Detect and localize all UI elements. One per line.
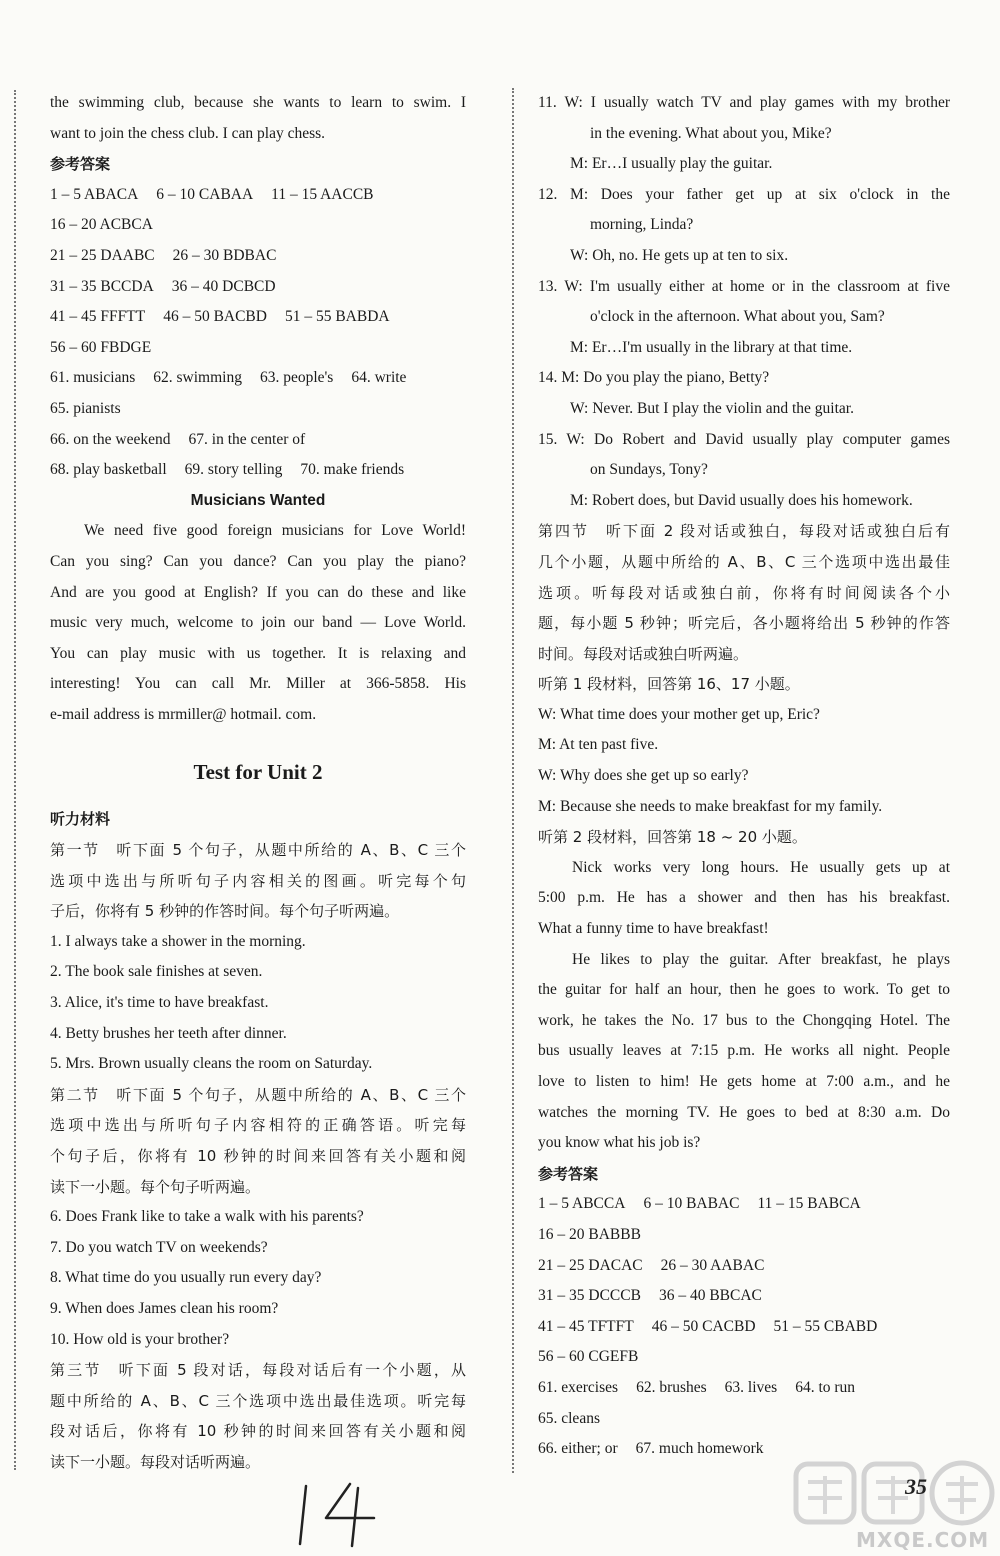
answer-group: 26 – 30 AABAC	[660, 1256, 765, 1274]
answer-group: 11 – 15 AACCB	[271, 185, 374, 203]
answer-group: 67. in the center of	[188, 430, 306, 448]
text-line: 子后，你将有 5 秒钟的作答时间。每个句子听两遍。	[50, 902, 400, 921]
answer-row	[50, 455, 466, 486]
answer-row	[50, 363, 466, 394]
list-item: 9. When does James clean his room?	[50, 1299, 279, 1317]
text-line: 题，每小题 5 秒钟；听完后，各小题将给出 5 秒钟的作答	[538, 614, 950, 633]
answer-group: 70. make friends	[300, 461, 405, 479]
answer-group: 69. story telling	[184, 461, 283, 479]
page-number: 35	[905, 1474, 927, 1499]
text-line: 时间。每段对话或独白听两遍。	[538, 644, 749, 663]
answer-group: 64. to run	[795, 1378, 856, 1396]
answer-row	[538, 1220, 950, 1251]
answer-group: 16 – 20 ACBCA	[50, 216, 153, 234]
answer-row	[538, 1312, 950, 1343]
dialogue-line: W: What time does your mother get up, Eric?	[538, 705, 820, 723]
list-item: 4. Betty brushes her teeth after dinner.	[50, 1024, 287, 1042]
answer-group: 21 – 25 DAABC	[50, 246, 155, 264]
answer-row	[50, 302, 466, 333]
answer-row	[538, 1189, 950, 1220]
answer-group: 67. much homework	[635, 1440, 764, 1458]
listening-heading: 听力材料	[50, 810, 111, 829]
list-item: 1. I always take a shower in the morning.	[50, 932, 306, 950]
answer-row	[538, 1404, 950, 1435]
answer-group: 6 – 10 CABAA	[156, 185, 254, 203]
dialogue-line: morning, Linda?	[590, 216, 694, 234]
answer-group: 6 – 10 BABAC	[643, 1195, 740, 1213]
text-line: 读下一小题。每段对话听两遍。	[50, 1452, 261, 1471]
answer-group: 31 – 35 BCCDA	[50, 277, 154, 295]
dialogue-line: M: Because she needs to make breakfast for my family.	[538, 797, 883, 815]
text-line: 选项。听每段对话或独白前，你将有时间阅读各个小	[538, 583, 950, 602]
dialogue-line: W: Why does she get up so early?	[538, 767, 749, 785]
answer-group: 61. exercises	[538, 1378, 619, 1396]
answer-group: 61. musicians	[50, 369, 136, 387]
section-2-instructions	[50, 1080, 466, 1202]
answer-group: 66. either; or	[538, 1440, 618, 1458]
part-2-heading: 听第 2 段材料，回答第 18 ~ 20 小题。	[538, 828, 807, 847]
text-line: Can you sing? Can you dance? Can you play the piano?	[50, 552, 466, 570]
list-item: 3. Alice, it's time to have breakfast.	[50, 994, 269, 1012]
text-line: 选项中选出与所听句子内容相关的图画。听完每个句	[50, 871, 466, 890]
text-line: love to listen to him! He gets home at 7:00 a.m., and he	[538, 1073, 950, 1090]
text-line: 几个小题，从题中所给的 A、B、C 三个选项中选出最佳	[538, 552, 950, 571]
text-line: 5:00 p.m. He has a shower and then has his breakfast.	[538, 889, 950, 907]
answer-group: 63. people's	[259, 369, 334, 387]
dialogue-line: o'clock in the afternoon. What about you, Sam?	[590, 308, 885, 326]
answer-group: 65. cleans	[538, 1409, 600, 1427]
ad-title: Musicians Wanted	[190, 491, 326, 509]
text-line: music very much, welcome to join our band — Love World.	[50, 614, 466, 632]
list-item: 7. Do you watch TV on weekends?	[50, 1238, 268, 1256]
answer-group: 11 – 15 BABCA	[757, 1195, 861, 1213]
part-1-dialogue	[538, 700, 950, 822]
answer-group: 68. play basketball	[50, 461, 167, 479]
text-line: you know what his job is?	[538, 1134, 701, 1152]
answer-row	[50, 394, 466, 425]
text-line: the swimming club, because she wants to learn to swim. I	[50, 94, 466, 111]
answer-group: 36 – 40 DCBCD	[171, 277, 276, 295]
answer-row	[538, 1342, 950, 1373]
dialogue-line: on Sundays, Tony?	[590, 461, 708, 479]
text-line: Nick works very long hours. He usually gets up at	[572, 858, 950, 876]
watermark-text: MXQE.COM	[856, 1528, 990, 1552]
answer-row	[538, 1281, 950, 1312]
text-line: 读下一小题。每个句子听两遍。	[50, 1177, 261, 1196]
dialogue-line: W: Oh, no. He gets up at ten to six.	[570, 246, 789, 264]
text-line: 第一节 听下面 5 个句子，从题中所给的 A、B、C 三个	[50, 841, 466, 860]
text-line: want to join the chess club. I can play chess.	[50, 124, 326, 142]
section-3-instructions	[50, 1355, 466, 1477]
text-line: 个句子后，你将有 10 秒钟的时间来回答有关小题和阅	[50, 1147, 466, 1165]
section-1-instructions	[50, 835, 466, 927]
section-1-items	[50, 927, 466, 1080]
dialogue-line: 14. M: Do you play the piano, Betty?	[538, 369, 770, 387]
answer-group: 51 – 55 CBABD	[773, 1317, 878, 1335]
text-line: 第三节 听下面 5 段对话，每段对话后有一个小题，从	[50, 1361, 466, 1380]
dialogue-line: M: At ten past five.	[538, 736, 659, 754]
answer-group: 41 – 45 FFFTT	[50, 308, 146, 326]
text-line: He likes to play the guitar. After breakfast, he plays	[572, 950, 950, 968]
dialogue-line: 11. W: I usually watch TV and play games with my brother	[538, 94, 950, 111]
answer-row	[50, 333, 466, 364]
answer-group: 46 – 50 CACBD	[651, 1317, 756, 1335]
part-1-heading: 听第 1 段材料，回答第 16、17 小题。	[538, 675, 800, 694]
answer-row	[50, 241, 466, 272]
section-2-items	[50, 1202, 466, 1355]
answer-group: 41 – 45 TFTFT	[538, 1317, 634, 1335]
dialogue-line: 13. W: I'm usually either at home or in the classroom at five	[538, 277, 950, 295]
answer-row	[538, 1251, 950, 1282]
answers-heading: 参考答案	[538, 1164, 599, 1183]
left-column	[50, 88, 466, 1478]
text-line: 第二节 听下面 5 个句子，从题中所给的 A、B、C 三个	[50, 1085, 466, 1104]
list-item: 8. What time do you usually run every day?	[50, 1269, 322, 1287]
answer-row	[50, 425, 466, 456]
answer-row	[50, 210, 466, 241]
answer-group: 16 – 20 BABBB	[538, 1225, 641, 1243]
answer-group: 46 – 50 BACBD	[163, 308, 267, 326]
dialogue-line: M: Er…I'm usually in the library at that time.	[570, 338, 853, 356]
ad-paragraph	[50, 516, 466, 730]
list-item: 5. Mrs. Brown usually cleans the room on Saturday.	[50, 1055, 373, 1073]
binding-dotted-line	[14, 90, 16, 1470]
text-line: You can play music with us together. It is relaxing and	[50, 644, 466, 662]
list-item: 10. How old is your brother?	[50, 1330, 230, 1348]
list-item: 2. The book sale finishes at seven.	[50, 963, 263, 981]
answer-group: 56 – 60 FBDGE	[50, 338, 152, 356]
dialogue-line: M: Er…I usually play the guitar.	[570, 155, 773, 173]
answer-group: 51 – 55 BABDA	[284, 308, 390, 326]
text-line: the guitar for half an hour, then he goes to work. To get to	[538, 981, 950, 999]
part-2-monologue	[538, 853, 950, 1159]
answers-heading: 参考答案	[50, 155, 111, 174]
answer-group: 31 – 35 DCCCB	[538, 1287, 641, 1305]
dialogue-line: M: Robert does, but David usually does his homework.	[570, 491, 913, 509]
list-item: 6. Does Frank like to take a walk with his parents?	[50, 1208, 364, 1226]
answer-group: 1 – 5 ABCCA	[538, 1195, 626, 1213]
answer-row	[50, 272, 466, 303]
dialogue-list	[538, 88, 950, 516]
section-4-instructions	[538, 516, 950, 669]
answer-list	[50, 180, 466, 486]
text-line: bus usually leaves at 7:15 p.m. He works all night. People	[538, 1042, 950, 1060]
text-line: 第四节 听下面 2 段对话或独白，每段对话或独白后有	[538, 522, 950, 541]
answer-group: 62. swimming	[153, 369, 242, 387]
dialogue-line: 12. M: Does your father get up at six o'clock in the	[538, 185, 950, 203]
answer-group: 62. brushes	[636, 1378, 707, 1396]
dialogue-line: in the evening. What about you, Mike?	[590, 124, 832, 142]
text-line: We need five good foreign musicians for Love World!	[84, 522, 466, 540]
answer-group: 21 – 25 DACAC	[538, 1256, 643, 1274]
answer-group: 63. lives	[724, 1378, 778, 1396]
text-line: And are you good at English? If you can do these and like	[50, 583, 466, 601]
answer-group: 36 – 40 BBCAC	[658, 1287, 762, 1305]
answer-group: 64. write	[351, 369, 407, 387]
answer-group: 26 – 30 BDBAC	[172, 246, 277, 264]
answer-row	[50, 180, 466, 211]
text-line: What a funny time to have breakfast!	[538, 920, 769, 938]
text-line: 题中所给的 A、B、C 三个选项中选出最佳选项。听完每	[50, 1391, 466, 1410]
answer-row	[538, 1373, 950, 1404]
dialogue-line: W: Never. But I play the violin and the guitar.	[570, 399, 854, 417]
text-line: e-mail address is mrmiller@ hotmail. com.	[50, 705, 317, 723]
handwritten-page-note	[292, 1478, 402, 1548]
right-column	[538, 88, 950, 1465]
answer-list	[538, 1189, 950, 1464]
text-line: work, he takes the No. 17 bus to the Chongqing Hotel. The	[538, 1011, 950, 1029]
answer-group: 1 – 5 ABACA	[50, 185, 139, 203]
answer-group: 66. on the weekend	[50, 430, 171, 448]
text-line: watches the morning TV. He goes to bed at 8:30 a.m. Do	[538, 1103, 950, 1121]
unit-title: Test for Unit 2	[193, 760, 323, 785]
dialogue-line: 15. W: Do Robert and David usually play computer games	[538, 430, 950, 448]
text-line: interesting! You can call Mr. Miller at 366-5858. His	[50, 675, 466, 693]
answer-group: 65. pianists	[50, 399, 121, 417]
text-line: 段对话后，你将有 10 秒钟的时间来回答有关小题和阅	[50, 1422, 466, 1441]
text-line: 选项中选出与所听句子内容相符的正确答语。听完每	[50, 1116, 466, 1135]
answer-group: 56 – 60 CGEFB	[538, 1348, 639, 1366]
column-divider	[512, 88, 514, 1473]
